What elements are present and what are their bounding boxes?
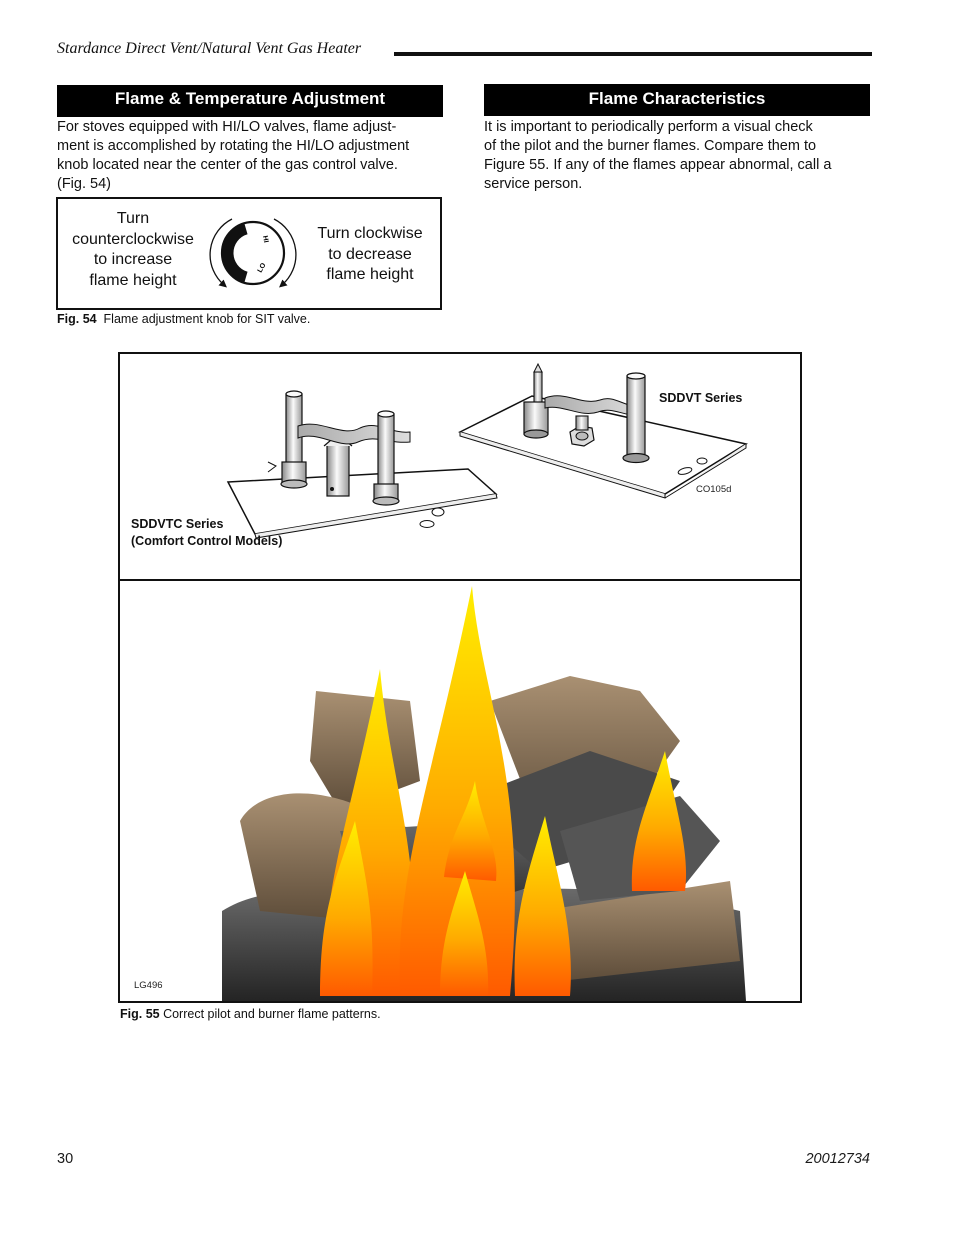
sddvtc-series-label: SDDVTC Series (Comfort Control Models) (131, 517, 283, 548)
figure-55-caption: Fig. 55 Correct pilot and burner flame patterns. (120, 1007, 381, 1021)
sddvt-pilot-plate (460, 364, 746, 498)
text-line: service person. (484, 176, 583, 192)
text-line: of the pilot and the burner flames. Compare them to (484, 138, 817, 154)
hi-lo-knob-icon (206, 207, 300, 299)
text-line: Figure 55. If any of the flames appear abnormal, call a (484, 157, 832, 173)
burner-flames-illustration (120, 581, 800, 1001)
figure-54-knob-diagram (56, 197, 442, 310)
counterclockwise-label: Turn counterclockwise to increase flame height (72, 210, 194, 289)
paragraph-flame-characteristics (484, 118, 874, 194)
knob-hi-text: HI (261, 235, 270, 244)
document-number: 20012734 (805, 1151, 870, 1167)
figure-55-flame-patterns (118, 352, 802, 1003)
text-line: (Fig. 54) (57, 176, 111, 192)
clockwise-label: Turn clockwise to decrease flame height (317, 225, 423, 283)
section-heading-flame-characteristics: Flame Characteristics (484, 84, 870, 116)
figure-code-lg496: LG496 (134, 980, 163, 991)
sddvt-series-label: SDDVT Series (659, 391, 743, 405)
running-title: Stardance Direct Vent/Natural Vent Gas Heater (57, 40, 362, 57)
figure-54-caption: Fig. 54 Flame adjustment knob for SIT valve. (57, 312, 311, 326)
knob-lo-text: LO (256, 262, 268, 274)
page-number: 30 (57, 1151, 74, 1167)
header-rule (394, 52, 872, 56)
text-line: ment is accomplished by rotating the HI/LO adjustment (57, 138, 410, 154)
paragraph-flame-adjustment (57, 118, 447, 194)
text-line: It is important to periodically perform a visual check (484, 119, 813, 135)
text-line: For stoves equipped with HI/LO valves, flame adjust- (57, 119, 397, 135)
figure-code-co105d: CO105d (696, 484, 732, 495)
text-line: knob located near the center of the gas control valve. (57, 157, 398, 173)
section-heading-flame-temperature: Flame & Temperature Adjustment (57, 85, 443, 117)
